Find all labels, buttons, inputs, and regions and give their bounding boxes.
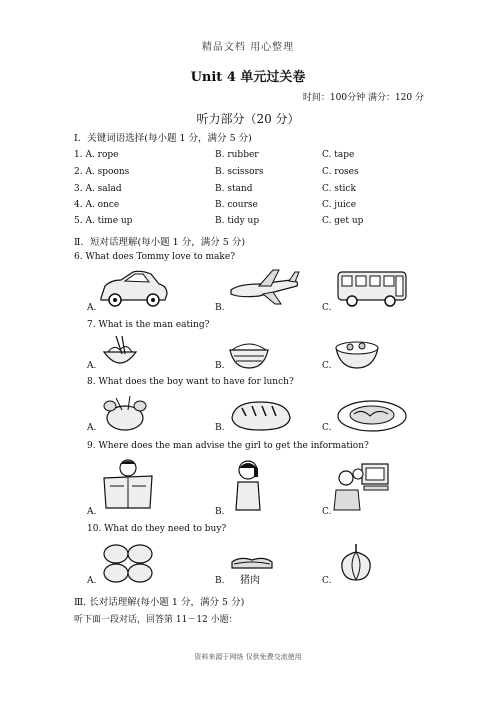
soup-bowl-picture bbox=[334, 334, 380, 370]
q6-label-b: B. bbox=[215, 303, 225, 313]
pork-picture bbox=[230, 554, 274, 572]
q3-option-b: B. stand bbox=[215, 184, 253, 194]
part3-instruction: 听下面一段对话，回答第 11－12 小题： bbox=[74, 615, 238, 625]
q1-option-a: 1. A. rope bbox=[74, 150, 119, 160]
q7-label-c: C. bbox=[322, 361, 332, 371]
q10-label-b: B. bbox=[215, 576, 225, 586]
people-at-computer-picture bbox=[332, 460, 392, 512]
q2-option-c: C. roses bbox=[322, 167, 359, 177]
q7-text: 7. What is the man eating? bbox=[87, 320, 210, 330]
section-title: 听力部分（20 分） bbox=[196, 112, 300, 126]
q3-option-a: 3. A. salad bbox=[74, 184, 122, 194]
page-footer: 资料来源于网络 仅供免费交流使用 bbox=[194, 653, 302, 661]
pasta-plate-picture bbox=[336, 398, 408, 434]
q8-label-c: C. bbox=[322, 423, 332, 433]
q9-label-c: C. bbox=[322, 507, 332, 517]
q10-label-a: A. bbox=[87, 576, 97, 586]
q1-option-b: B. rubber bbox=[215, 150, 259, 160]
q9-label-a: A. bbox=[87, 507, 97, 517]
page-title: Unit 4 单元过关卷 bbox=[190, 70, 306, 85]
noodle-bowl-picture bbox=[100, 334, 140, 372]
q6-text: 6. What does Tommy love to make? bbox=[74, 252, 236, 262]
exam-meta: 时间：100分钟 满分：120 分 bbox=[302, 93, 424, 103]
part2-heading: Ⅱ．短对话理解(每小题 1 分，满分 5 分) bbox=[74, 237, 246, 248]
q5-option-c: C. get up bbox=[322, 216, 364, 226]
airplane-picture bbox=[229, 266, 301, 306]
q1-option-c: C. tape bbox=[322, 150, 355, 160]
q7-label-b: B. bbox=[215, 361, 225, 371]
q8-text: 8. What does the boy want to have for lunch? bbox=[87, 377, 294, 387]
onion-picture bbox=[338, 542, 374, 582]
q4-option-a: 4. A. once bbox=[74, 200, 120, 210]
q9-text: 9. Where does the man advise the girl to get the information? bbox=[87, 441, 369, 451]
q8-label-a: A. bbox=[87, 423, 97, 433]
pork-label: 猪肉 bbox=[240, 575, 260, 586]
q5-option-b: B. tidy up bbox=[215, 216, 260, 226]
q5-option-a: 5. A. time up bbox=[74, 216, 133, 226]
q4-option-b: B. course bbox=[215, 200, 258, 210]
q8-label-b: B. bbox=[215, 423, 225, 433]
buns-picture bbox=[100, 542, 156, 584]
bread-picture bbox=[228, 398, 294, 434]
bus-picture bbox=[336, 268, 410, 308]
q10-text: 10. What do they need to buy? bbox=[87, 524, 227, 534]
q4-option-c: C. juice bbox=[322, 200, 357, 210]
q3-option-c: C. stick bbox=[322, 184, 356, 194]
q2-option-b: B. scissors bbox=[215, 167, 264, 177]
q7-label-a: A. bbox=[87, 361, 97, 371]
q6-label-a: A. bbox=[87, 303, 97, 313]
girl-on-phone-picture bbox=[230, 458, 266, 512]
q9-label-b: B. bbox=[215, 507, 225, 517]
q10-label-c: C. bbox=[322, 576, 332, 586]
girl-reading-newspaper-picture bbox=[100, 458, 156, 510]
q2-option-a: 2. A. spoons bbox=[74, 167, 130, 177]
roast-chicken-picture bbox=[100, 392, 150, 434]
part1-heading: Ⅰ．关键词语选择(每小题 1 分，满分 5 分) bbox=[74, 133, 252, 144]
rice-bowl-picture bbox=[228, 334, 270, 370]
page-header: 精品文档 用心整理 bbox=[201, 42, 295, 53]
car-picture bbox=[97, 268, 169, 308]
q6-label-c: C. bbox=[322, 303, 332, 313]
part3-heading: Ⅲ. 长对话理解(每小题 1 分，满分 5 分) bbox=[74, 597, 245, 608]
